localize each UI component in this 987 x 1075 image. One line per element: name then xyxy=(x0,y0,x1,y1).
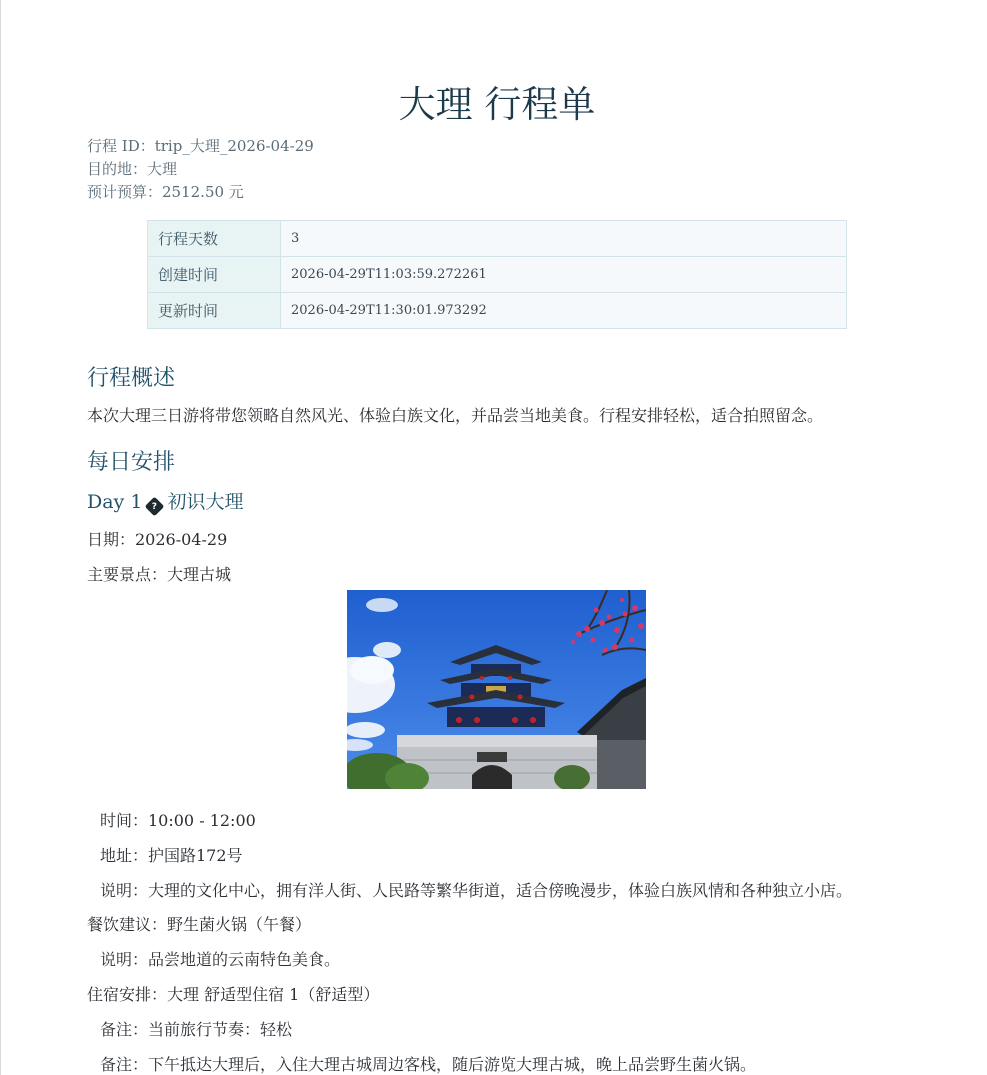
page-left-border xyxy=(0,0,1,1075)
trip-info-table xyxy=(147,220,847,329)
day1-date: 日期：2026-04-29 xyxy=(87,530,228,549)
table-row xyxy=(148,293,847,329)
trip-meta xyxy=(87,135,314,204)
info-value-updated: 2026-04-29T11:30:01.973292 xyxy=(281,293,847,329)
document-title: 大理 行程单 xyxy=(398,83,596,126)
table-row xyxy=(148,257,847,293)
info-key-created: 创建时间 xyxy=(148,257,281,293)
replacement-glyph-icon: ? xyxy=(145,497,165,517)
day1-dining: 餐饮建议：野生菌火锅（午餐） xyxy=(87,915,312,934)
day1-heading xyxy=(87,487,243,515)
daily-schedule-heading: 每日安排 xyxy=(87,450,176,475)
day1-address: 地址：护国路172号 xyxy=(100,846,243,865)
overview-text: 本次大理三日游将带您领略自然风光、体验白族文化，并品尝当地美食。行程安排轻松，适合拍照留念。 xyxy=(87,406,824,425)
trip-id: 行程 ID：trip_大理_2026-04-29 xyxy=(87,137,314,155)
info-value-days: 3 xyxy=(281,221,847,257)
info-key-updated: 更新时间 xyxy=(148,293,281,329)
info-key-days: 行程天数 xyxy=(148,221,281,257)
day1-dining-note: 说明：品尝地道的云南特色美食。 xyxy=(100,950,341,969)
info-value-created: 2026-04-29T11:03:59.272261 xyxy=(281,257,847,293)
day1-label: Day 1 xyxy=(87,491,143,513)
day1-title: 初识大理 xyxy=(167,491,244,513)
trip-budget: 预计预算：2512.50 元 xyxy=(87,183,244,201)
ancient-city-gate-tower-photo xyxy=(347,590,646,789)
day1-main-spot: 主要景点：大理古城 xyxy=(87,565,232,584)
day1-lodging: 住宿安排：大理 舒适型住宿 1（舒适型） xyxy=(87,985,380,1004)
trip-destination: 目的地：大理 xyxy=(87,160,178,178)
day1-description: 说明：大理的文化中心，拥有洋人街、人民路等繁华街道，适合傍晚漫步，体验白族风情和各种独立小店。 xyxy=(100,881,853,900)
day1-time: 时间：10:00 - 12:00 xyxy=(100,811,256,830)
table-row xyxy=(148,221,847,257)
day1-note-pace: 备注：当前旅行节奏：轻松 xyxy=(100,1020,293,1039)
overview-heading: 行程概述 xyxy=(87,366,176,391)
day1-note-plan: 备注：下午抵达大理后，入住大理古城周边客栈，随后游览大理古城，晚上品尝野生菌火锅。 xyxy=(100,1055,757,1074)
